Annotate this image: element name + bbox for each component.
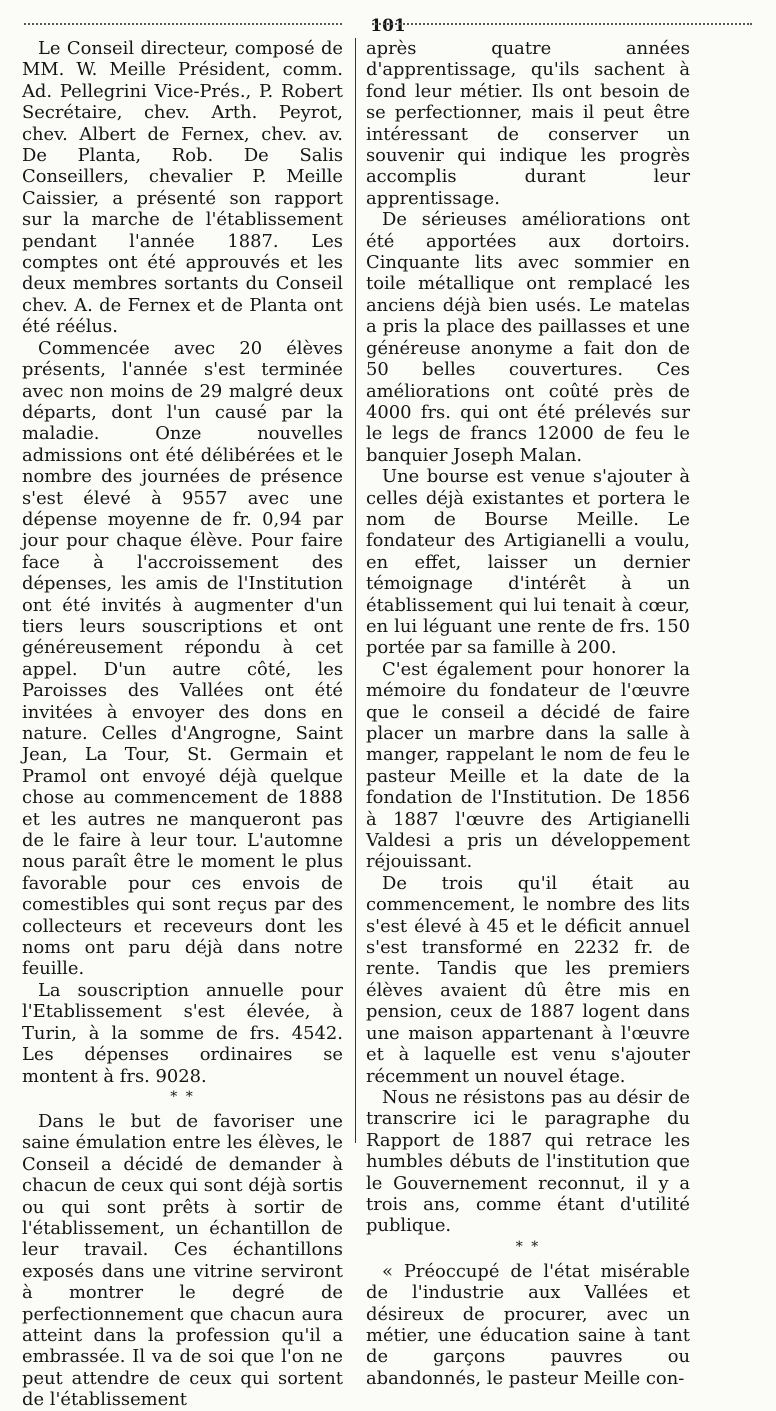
paragraph-annee: Commencée avec 20 élèves présents, l'année s'est terminée avec non moins de 29 malgré deux départs, dont l'un causé par la maladie. Onze nouvelles admissions ont été délibérées et le nombre des journées de présence s'est élevé à 9557 avec une dépense moyenne de fr. 0,94 par jour pour chaque élève. Pour faire face à l'accroissement des dépenses, les amis de l'Institution ont été invités à augmenter d'un tiers leurs souscriptions et ont généreusement répondu à cet appel. D'un autre côté, les Paroisses des Vallées ont été invitées à envoyer des dons en nature. Celles d'Angrogne, Saint Jean, La Tour, St. Germain et Pramol ont envoyé déjà quelque chose au commencement de 1888 et les autres ne manqueront pas de le faire à leur tour. L'automne nous paraît être le moment le plus favorable pour ces envois de comestibles qui sont reçus par des collecteurs et receveurs dont les noms ont paru déjà dans notre feuille. bbox=[22, 337, 343, 980]
section-separator-right: * * bbox=[515, 1238, 541, 1255]
right-column bbox=[366, 38, 690, 1389]
page-number: 101 bbox=[370, 16, 406, 36]
paragraph-conseil: Le Conseil directeur, composé de MM. W. Meille Président, comm. Ad. Pellegrini Vice-Prés., P. Robert Secrétaire, chev. Arth. Peyrot, chev. Albert de Fernex, chev. av. De Planta, Rob. De Salis Conseillers, chevalier P. Meille Caissier, a présenté son rapport sur la marche de l'établissement pendant l'année 1887. Les comptes ont été approuvés et les deux membres sortants du Conseil chev. A. de Fernex et de Planta ont été réélus. bbox=[22, 38, 343, 338]
header-dotted-rule-right bbox=[372, 23, 752, 25]
left-column bbox=[22, 38, 343, 1411]
paragraph-souscription: La souscription annuelle pour l'Etablissement s'est élevée, à Turin, à la somme de frs. 4542. Les dépenses ordinaires se montent à frs. 9028. bbox=[22, 979, 343, 1087]
section-separator: * * bbox=[170, 1088, 195, 1105]
paragraph-citation: « Préoccupé de l'état misérable de l'industrie aux Vallées et désireux de procurer, avec un métier, une éducation saine à tant de garçons pauvres ou abandonnés, le pasteur Meille con- bbox=[366, 1260, 690, 1389]
paragraph-bourse: Une bourse est venue s'ajouter à celles déjà existantes et portera le nom de Bourse Meille. Le fondateur des Artigianelli a voulu, en effet, laisser un dernier témoignage d'intérêt à un établissement qui lui tenait à cœur, en lui léguant une rente de frs. 150 portée par sa famille à 200. bbox=[366, 466, 690, 659]
paragraph-marbre: C'est également pour honorer la mémoire du fondateur de l'œuvre que le conseil a décidé de faire placer un marbre dans la salle à manger, rappelant le nom de feu le pasteur Meille et la date de la fondation de l'Institution. De 1856 à 1887 l'œuvre des Artigianelli Valdesi a pris un développement réjouissant. bbox=[366, 658, 690, 873]
paragraph-emulation: Dans le but de favoriser une saine émulation entre les élèves, le Conseil a décidé de demander à chacun de ceux qui sont déjà sortis ou qui sont prêts à sortir de l'établissement, un échantillon de leur travail. Ces échantillons exposés dans une vitrine serviront à montrer le degré de perfectionnement que chacun aura atteint dans la profession qu'il a embrassée. Il va de soi que l'on ne peut attendre de ceux qui sortent de l'établissement bbox=[22, 1110, 343, 1411]
paragraph-dortoirs: De sérieuses améliorations ont été apportées aux dortoirs. Cinquante lits avec sommier en toile métallique ont remplacé les anciens déjà bien usés. Le matelas a pris la place des paillasses et une généreuse anonyme a fait don de 50 belles couvertures. Ces améliorations ont coûté près de 4000 frs. qui ont été prélevés sur le legs de francs 12000 de feu le banquier Joseph Malan. bbox=[366, 209, 690, 466]
column-divider bbox=[355, 38, 356, 1143]
paragraph-apprentissage: après quatre années d'apprentissage, qu'ils sachent à fond leur métier. Ils ont besoin de se perfectionner, mais il peut être intéressant de conserver un souvenir qui indique les progrès accomplis durant leur apprentissage. bbox=[366, 38, 690, 209]
paragraph-lits: De trois qu'il était au commencement, le nombre des lits s'est élevé à 45 et le déficit annuel s'est transformé en 2232 fr. de rente. Tandis que les premiers élèves avaient dû être mis en pension, ceux de 1887 logent dans une maison appartenant à l'œuvre et à laquelle est venu s'ajouter récemment un nouvel étage. bbox=[366, 872, 690, 1087]
paragraph-rapport: Nous ne résistons pas au désir de transcrire ici le paragraphe du Rapport de 1887 qui retrace les humbles débuts de l'institution que le Gouvernement reconnut, il y a trois ans, comme étant d'utilité publique. bbox=[366, 1086, 690, 1237]
